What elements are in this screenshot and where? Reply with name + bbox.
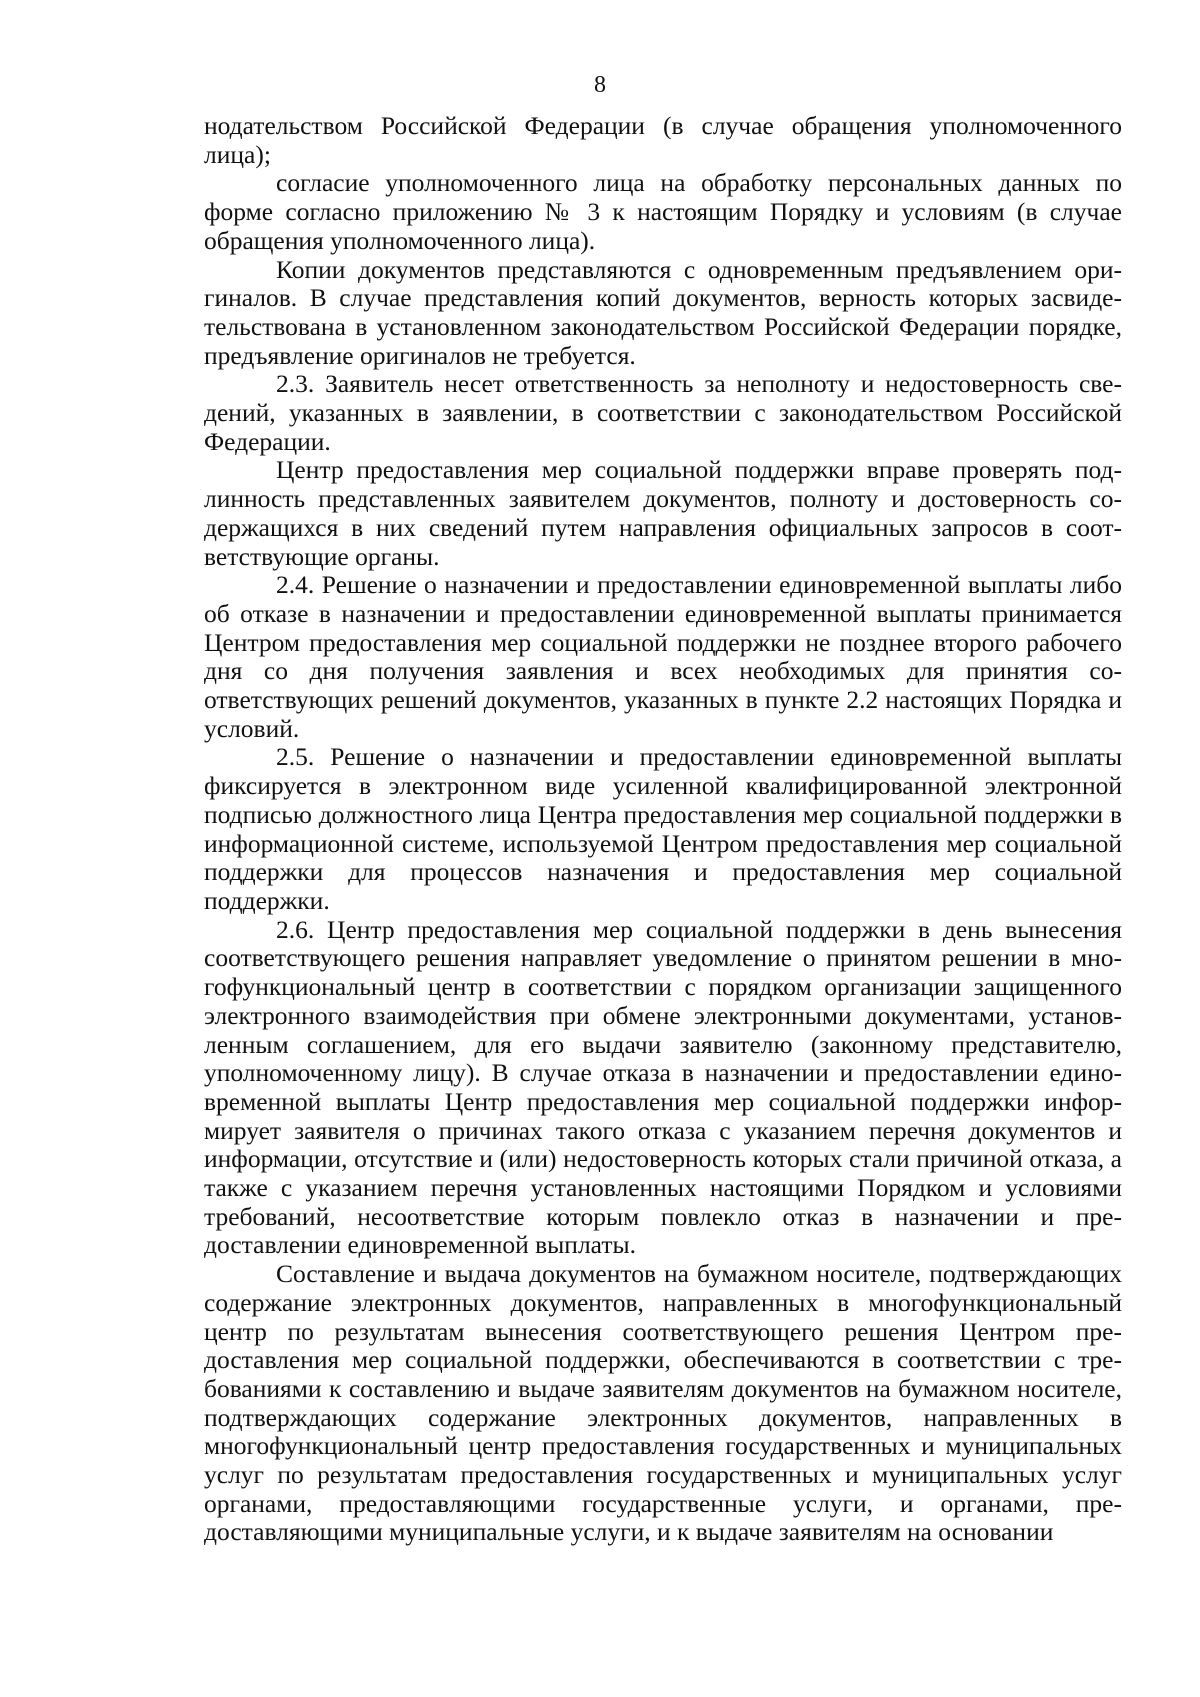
paragraph: 2.6. Центр предоставления мер социальной поддержки в день вынесения соответствующего решения направляет уведомление о принятом решении в многофункциональный центр в соответствии с порядком организации защищенного электронного взаимодействия при обмене электронными документами, установленным соглашением, для его выдачи заявителю (законному представителю, уполномоченному лицу). В случае отказа в назначении и предоставлении единовременной выплаты Центр предоставления мер социальной поддержки информирует заявителя о причинах такого отказа с указанием перечня документов и информации, отсутствие и (или) недостоверность которых стали причиной отказа, а также с указанием перечня установленных настоящими Порядком и условиями требований, несоответствие которым повлекло отказ в назначении и предоставлении единовременной выплаты.: [204, 914, 1122, 1260]
page-number: 8: [594, 72, 606, 98]
paragraph: Копии документов представляются с одновременным предъявлением оригиналов. В случае представления копий документов, верность которых засвидетельствована в установленном законодательством Российской Федерации порядке, предъявление оригиналов не требуется.: [204, 254, 1122, 370]
paragraph: 2.5. Решение о назначении и предоставлении единовременной выплаты фиксируется в электронном виде усиленной квалифицированной электронной подписью должностного лица Центра предоставления мер социальной поддержки в информационной системе, используемой Центром предоставления мер социальной поддержки для процессов назначения и предоставления мер социальной поддержки.: [204, 742, 1122, 915]
paragraph: Центр предоставления мер социальной поддержки вправе проверять подлинность представленных заявителем документов, полноту и достоверность содержащихся в них сведений путем направления официальных запросов в соответствующие органы.: [204, 455, 1122, 571]
paragraph: нодательством Российской Федерации (в случае обращения уполномоченного лица);: [204, 111, 1122, 169]
body-text: [204, 112, 1122, 1547]
paragraph: Составление и выдача документов на бумажном носителе, подтверждающих содержание электронных документов, направленных в многофункциональный центр по результатам вынесения соответствующего решения Центром предоставления мер социальной поддержки, обеспечиваются в соответствии с требованиями к составлению и выдаче заявителям документов на бумажном носителе, подтверждающих содержание электронных документов, направленных в многофункциональный центр предоставления государственных и муниципальных услуг по результатам предоставления государственных и муниципальных услуг органами, предоставляющими государственные услуги, и органами, предоставляющими муниципальные услуги, и к выдаче заявителям на основании: [204, 1259, 1122, 1547]
paragraph: 2.4. Решение о назначении и предоставлении единовременной выплаты либо об отказе в назначении и предоставлении единовременной выплаты принимается Центром предоставления мер социальной поддержки не позднее второго рабочего дня со дня получения заявления и всех необходимых для принятия соответствующих решений документов, указанных в пункте 2.2 настоящих Порядка и условий.: [204, 570, 1122, 743]
paragraph: 2.3. Заявитель несет ответственность за неполноту и недостоверность сведений, указанных в заявлении, в соответствии с законодательством Российской Федерации.: [204, 369, 1122, 456]
paragraph: согласие уполномоченного лица на обработку персональных данных по форме согласно приложению № 3 к настоящим Порядку и условиям (в случае обращения уполномоченного лица).: [204, 168, 1122, 255]
